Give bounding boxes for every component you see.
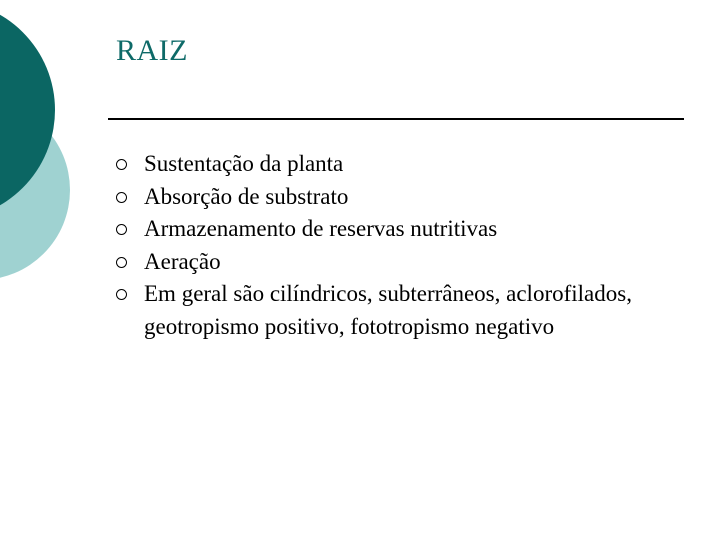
bullet-text: Sustentação da planta [144, 151, 344, 176]
hollow-circle-bullet-icon [116, 192, 127, 203]
hollow-circle-bullet-icon [116, 159, 127, 170]
hollow-circle-bullet-icon [116, 224, 127, 235]
bullet-text: Absorção de substrato [144, 183, 349, 209]
bullet-item [116, 148, 676, 181]
hollow-circle-bullet-icon [116, 257, 127, 268]
bullet-text: Em geral são cilíndricos, subterrâneos, aclorofilados, geotropismo positivo, fototropismo negativo [144, 281, 632, 339]
bullet-text: Aeração [144, 248, 221, 274]
bullet-item [116, 246, 676, 279]
hollow-circle-bullet-icon [116, 289, 127, 300]
bullet-text: Armazenamento de reservas nutritivas [144, 216, 498, 241]
slide-title: RAIZ [116, 34, 188, 67]
bullet-item [116, 278, 676, 343]
bullet-item [116, 181, 676, 214]
decorative-circles [0, 0, 80, 300]
bullet-item [116, 213, 676, 246]
bullet-list [116, 148, 676, 343]
title-divider [108, 118, 684, 120]
